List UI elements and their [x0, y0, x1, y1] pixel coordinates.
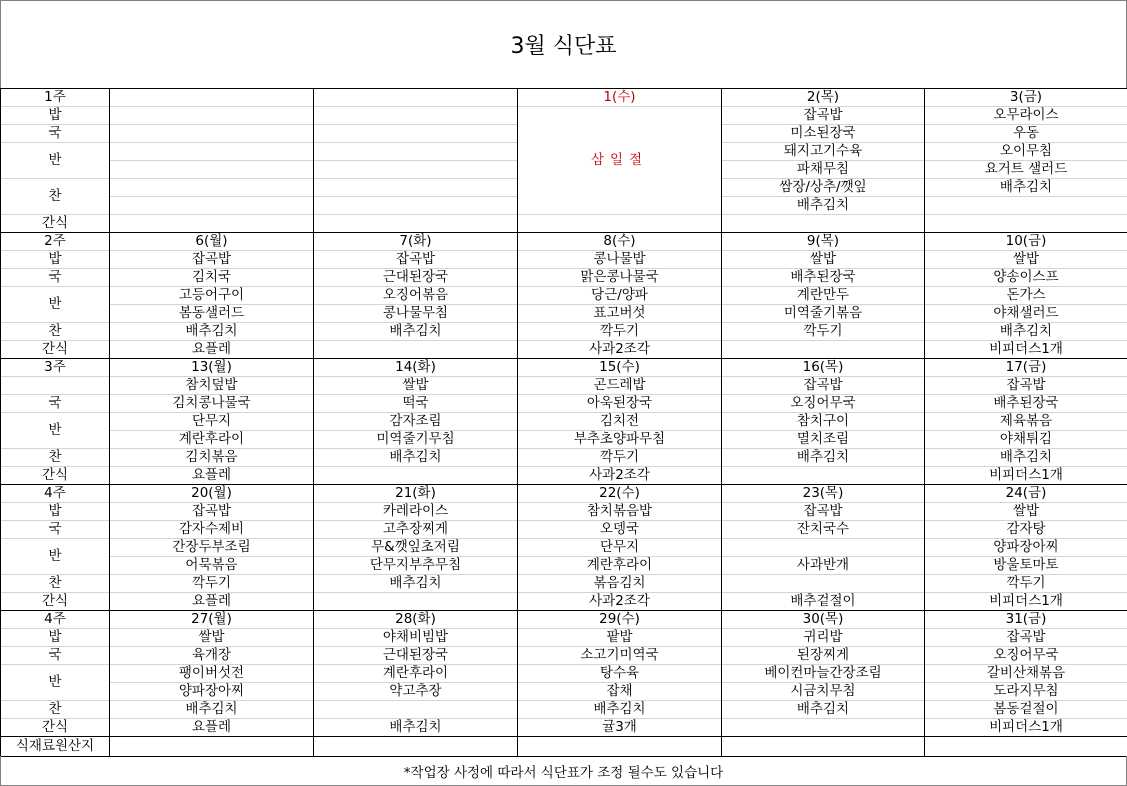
menu-cell: 비피더스1개: [925, 719, 1127, 737]
day-date: 30(목): [722, 611, 925, 629]
menu-cell: 콩나물무침: [314, 305, 518, 323]
menu-cell: 카레라이스: [314, 503, 518, 521]
menu-cell: 배추김치: [925, 323, 1127, 341]
menu-cell: [314, 143, 518, 161]
menu-cell: [110, 197, 314, 215]
menu-cell: 배추김치: [925, 449, 1127, 467]
menu-cell: 간장두부조림: [110, 539, 314, 557]
menu-cell: 콩나물밥: [518, 251, 722, 269]
side-row: [1, 557, 1127, 575]
footnote: *작업장 사정에 따라서 식단표가 조정 될수도 있습니다: [0, 756, 1127, 786]
origin-cell: [110, 737, 314, 757]
day-date: 28(화): [314, 611, 518, 629]
row-label-rice: 밥: [1, 107, 110, 125]
menu-cell: 볶음김치: [518, 575, 722, 593]
menu-cell: [110, 161, 314, 179]
side-row: [1, 305, 1127, 323]
row-label-side-2: 찬: [1, 179, 110, 215]
menu-cell: 표고버섯: [518, 305, 722, 323]
menu-cell: 비피더스1개: [925, 593, 1127, 611]
soup-row: [1, 521, 1127, 539]
menu-cell: [925, 197, 1127, 215]
day-date: 31(금): [925, 611, 1127, 629]
week-5-header-row: [1, 611, 1127, 629]
menu-cell: 베이컨마늘간장조림: [722, 665, 925, 683]
menu-cell: 사과반개: [722, 557, 925, 575]
menu-cell: 양파장아찌: [110, 683, 314, 701]
side-row: [1, 701, 1127, 719]
week-4-header-row: [1, 485, 1127, 503]
menu-cell: 사과2조각: [518, 467, 722, 485]
week-1-header-row: [1, 89, 1127, 107]
day-date: 8(수): [518, 233, 722, 251]
menu-cell: 팥밥: [518, 629, 722, 647]
side-row: [1, 449, 1127, 467]
snack-row: [1, 341, 1127, 359]
day-date: 9(목): [722, 233, 925, 251]
menu-cell: 어묵볶음: [110, 557, 314, 575]
menu-cell: 파채무침: [722, 161, 925, 179]
menu-cell: 잡곡밥: [722, 107, 925, 125]
origin-cell: [925, 737, 1127, 757]
menu-cell: 돈가스: [925, 287, 1127, 305]
row-label-soup: 국: [1, 521, 110, 539]
menu-cell: [314, 125, 518, 143]
rice-row: [1, 377, 1127, 395]
menu-cell: 배추된장국: [722, 269, 925, 287]
row-label-side-2: 찬: [1, 575, 110, 593]
side-row: [1, 287, 1127, 305]
row-label-soup: 국: [1, 395, 110, 413]
menu-cell: 미역줄기볶음: [722, 305, 925, 323]
menu-cell: [722, 215, 925, 233]
row-label-snack: 간식: [1, 593, 110, 611]
snack-row: [1, 593, 1127, 611]
menu-cell: [925, 215, 1127, 233]
snack-row: [1, 215, 1127, 233]
week-label: 1주: [1, 89, 110, 107]
rice-row: [1, 251, 1127, 269]
day-date: [314, 89, 518, 107]
side-row: [1, 431, 1127, 449]
menu-cell: 고등어구이: [110, 287, 314, 305]
rice-row: [1, 503, 1127, 521]
day-date: 6(월): [110, 233, 314, 251]
menu-cell: [110, 215, 314, 233]
row-label-side-2: 찬: [1, 701, 110, 719]
menu-cell: 참치덮밥: [110, 377, 314, 395]
menu-cell: [110, 179, 314, 197]
menu-cell: 단무지: [518, 539, 722, 557]
menu-cell: 근대된장국: [314, 647, 518, 665]
menu-cell: 사과2조각: [518, 341, 722, 359]
week-label: 4주: [1, 485, 110, 503]
menu-cell: 귀리밥: [722, 629, 925, 647]
row-label-rice: 밥: [1, 629, 110, 647]
menu-cell: 단무지: [110, 413, 314, 431]
menu-cell: [518, 215, 722, 233]
snack-row: [1, 719, 1127, 737]
menu-cell: 약고추장: [314, 683, 518, 701]
day-date: 14(화): [314, 359, 518, 377]
menu-cell: 잔치국수: [722, 521, 925, 539]
menu-cell: 오징어무국: [925, 647, 1127, 665]
menu-cell: 계란후라이: [518, 557, 722, 575]
menu-cell: 소고기미역국: [518, 647, 722, 665]
menu-cell: 도라지무침: [925, 683, 1127, 701]
menu-cell: 배추김치: [722, 449, 925, 467]
day-date: 24(금): [925, 485, 1127, 503]
row-label-soup: 국: [1, 125, 110, 143]
row-label-side-2: 찬: [1, 449, 110, 467]
menu-cell: 미소된장국: [722, 125, 925, 143]
day-date: 29(수): [518, 611, 722, 629]
menu-cell: 쌀밥: [110, 629, 314, 647]
week-2-header-row: [1, 233, 1127, 251]
origin-cell: [518, 737, 722, 757]
menu-cell: 오이무침: [925, 143, 1127, 161]
row-label-side-2: 찬: [1, 323, 110, 341]
menu-cell: 돼지고기수육: [722, 143, 925, 161]
menu-cell: 계란만두: [722, 287, 925, 305]
menu-cell: 김치볶음: [110, 449, 314, 467]
menu-cell: [314, 215, 518, 233]
side-row: [1, 575, 1127, 593]
menu-cell: 귤3개: [518, 719, 722, 737]
menu-cell: 요플레: [110, 719, 314, 737]
menu-cell: 오징어볶음: [314, 287, 518, 305]
row-label-rice: 밥: [1, 503, 110, 521]
menu-cell: 깍두기: [110, 575, 314, 593]
menu-cell: 깍두기: [722, 323, 925, 341]
menu-cell: [314, 701, 518, 719]
menu-cell: 팽이버섯전: [110, 665, 314, 683]
soup-row: [1, 395, 1127, 413]
menu-cell: [110, 125, 314, 143]
menu-cell: 깍두기: [925, 575, 1127, 593]
menu-cell: 쌀밥: [722, 251, 925, 269]
menu-cell: 야채비빔밥: [314, 629, 518, 647]
row-label-snack: 간식: [1, 215, 110, 233]
soup-row: [1, 269, 1127, 287]
menu-cell: 계란후라이: [314, 665, 518, 683]
menu-cell: 된장찌게: [722, 647, 925, 665]
row-label-side-1: 반: [1, 287, 110, 323]
menu-cell: 육개장: [110, 647, 314, 665]
menu-cell: 아욱된장국: [518, 395, 722, 413]
menu-cell: [722, 341, 925, 359]
menu-cell: [110, 143, 314, 161]
menu-cell: 배추겉절이: [722, 593, 925, 611]
menu-cell: 쌀밥: [925, 251, 1127, 269]
menu-cell: 배추김치: [722, 197, 925, 215]
menu-cell: 양파장아찌: [925, 539, 1127, 557]
menu-cell: 요플레: [110, 593, 314, 611]
menu-cell: 쌈장/상추/깻잎: [722, 179, 925, 197]
day-date: 17(금): [925, 359, 1127, 377]
menu-cell: 제육볶음: [925, 413, 1127, 431]
menu-cell: 근대된장국: [314, 269, 518, 287]
side-row: [1, 323, 1127, 341]
row-label-side-1: 반: [1, 665, 110, 701]
menu-cell: 시금치무침: [722, 683, 925, 701]
row-label-origin: 식재료원산지: [1, 737, 110, 757]
menu-cell: [722, 539, 925, 557]
row-label-snack: 간식: [1, 719, 110, 737]
row-label-rice: [1, 377, 110, 395]
menu-cell: [314, 197, 518, 215]
menu-cell: [314, 161, 518, 179]
menu-cell: 배추김치: [518, 701, 722, 719]
menu-cell: 잡곡밥: [925, 629, 1127, 647]
menu-cell: 배추김치: [110, 323, 314, 341]
menu-cell: 참치구이: [722, 413, 925, 431]
week-label: 4주: [1, 611, 110, 629]
rice-row: [1, 629, 1127, 647]
day-date: 20(월): [110, 485, 314, 503]
day-date: [110, 89, 314, 107]
day-date: 10(금): [925, 233, 1127, 251]
menu-cell: 오뎅국: [518, 521, 722, 539]
menu-cell: 요거트 샐러드: [925, 161, 1127, 179]
menu-cell: 곤드레밥: [518, 377, 722, 395]
origin-row: [1, 737, 1127, 757]
snack-row: [1, 467, 1127, 485]
row-label-soup: 국: [1, 647, 110, 665]
menu-cell: 비피더스1개: [925, 341, 1127, 359]
row-label-side-1: 반: [1, 143, 110, 179]
menu-cell: 단무지부추무침: [314, 557, 518, 575]
origin-cell: [314, 737, 518, 757]
row-label-rice: 밥: [1, 251, 110, 269]
menu-cell: 깍두기: [518, 323, 722, 341]
menu-cell: 감자수제비: [110, 521, 314, 539]
menu-cell: [722, 467, 925, 485]
soup-row: [1, 647, 1127, 665]
holiday-cell: 삼일절: [518, 107, 722, 215]
page-title: 3월 식단표: [0, 0, 1127, 88]
day-date: 21(화): [314, 485, 518, 503]
menu-cell: 탕수육: [518, 665, 722, 683]
week-label: 2주: [1, 233, 110, 251]
day-date: 22(수): [518, 485, 722, 503]
week-3-header-row: [1, 359, 1127, 377]
menu-cell: 양송이스프: [925, 269, 1127, 287]
menu-cell: 김치콩나물국: [110, 395, 314, 413]
week-label: 3주: [1, 359, 110, 377]
row-label-snack: 간식: [1, 341, 110, 359]
menu-cell: 무&깻잎초저림: [314, 539, 518, 557]
menu-cell: 쌀밥: [925, 503, 1127, 521]
menu-cell: 맑은콩나물국: [518, 269, 722, 287]
menu-cell: 배추김치: [722, 701, 925, 719]
menu-cell: 오징어무국: [722, 395, 925, 413]
menu-cell: [314, 107, 518, 125]
menu-cell: 야채샐러드: [925, 305, 1127, 323]
menu-cell: 갈비산채볶음: [925, 665, 1127, 683]
menu-cell: 떡국: [314, 395, 518, 413]
menu-cell: 배추김치: [314, 449, 518, 467]
menu-cell: 사과2조각: [518, 593, 722, 611]
menu-cell: 미역줄기무침: [314, 431, 518, 449]
day-date: 3(금): [925, 89, 1127, 107]
menu-cell: 방울토마토: [925, 557, 1127, 575]
day-date: 27(월): [110, 611, 314, 629]
day-date: 13(월): [110, 359, 314, 377]
day-date: 2(목): [722, 89, 925, 107]
menu-cell: 배추김치: [925, 179, 1127, 197]
menu-cell: [314, 179, 518, 197]
menu-cell: 고추장찌게: [314, 521, 518, 539]
menu-cell: 김치국: [110, 269, 314, 287]
day-date-holiday: 1(수): [518, 89, 722, 107]
row-label-soup: 국: [1, 269, 110, 287]
menu-cell: 우동: [925, 125, 1127, 143]
menu-cell: 멸치조림: [722, 431, 925, 449]
menu-cell: 잡곡밥: [110, 251, 314, 269]
menu-cell: 야채튀김: [925, 431, 1127, 449]
menu-cell: [314, 467, 518, 485]
rice-row: [1, 107, 1127, 125]
menu-cell: [722, 575, 925, 593]
menu-cell: [722, 719, 925, 737]
side-row: [1, 683, 1127, 701]
menu-table: [0, 88, 1127, 757]
row-label-side-1: 반: [1, 413, 110, 449]
menu-cell: 참치볶음밥: [518, 503, 722, 521]
menu-cell: 잡곡밥: [722, 503, 925, 521]
menu-cell: 요플레: [110, 467, 314, 485]
menu-cell: [314, 341, 518, 359]
day-date: 15(수): [518, 359, 722, 377]
row-label-side-1: 반: [1, 539, 110, 575]
menu-cell: 배추김치: [314, 323, 518, 341]
menu-cell: 당근/양파: [518, 287, 722, 305]
menu-cell: 배추김치: [314, 575, 518, 593]
side-row: [1, 665, 1127, 683]
menu-cell: 잡곡밥: [314, 251, 518, 269]
menu-cell: 비피더스1개: [925, 467, 1127, 485]
menu-cell: 쌀밥: [314, 377, 518, 395]
menu-cell: 배추김치: [110, 701, 314, 719]
row-label-snack: 간식: [1, 467, 110, 485]
origin-cell: [722, 737, 925, 757]
menu-cell: 계란후라이: [110, 431, 314, 449]
menu-cell: 잡곡밥: [722, 377, 925, 395]
menu-cell: 배추된장국: [925, 395, 1127, 413]
day-date: 23(목): [722, 485, 925, 503]
menu-cell: 감자탕: [925, 521, 1127, 539]
menu-cell: 부추초양파무침: [518, 431, 722, 449]
day-date: 7(화): [314, 233, 518, 251]
menu-cell: 요플레: [110, 341, 314, 359]
menu-cell: 감자조림: [314, 413, 518, 431]
menu-cell: 봄동겉절이: [925, 701, 1127, 719]
menu-cell: [110, 107, 314, 125]
menu-cell: [314, 593, 518, 611]
day-date: 16(목): [722, 359, 925, 377]
side-row: [1, 539, 1127, 557]
menu-cell: 잡채: [518, 683, 722, 701]
menu-cell: 잡곡밥: [925, 377, 1127, 395]
menu-cell: 김치전: [518, 413, 722, 431]
menu-cell: 잡곡밥: [110, 503, 314, 521]
menu-cell: 깍두기: [518, 449, 722, 467]
menu-cell: 봄동샐러드: [110, 305, 314, 323]
side-row: [1, 413, 1127, 431]
menu-cell: 오무라이스: [925, 107, 1127, 125]
menu-cell: 배추김치: [314, 719, 518, 737]
